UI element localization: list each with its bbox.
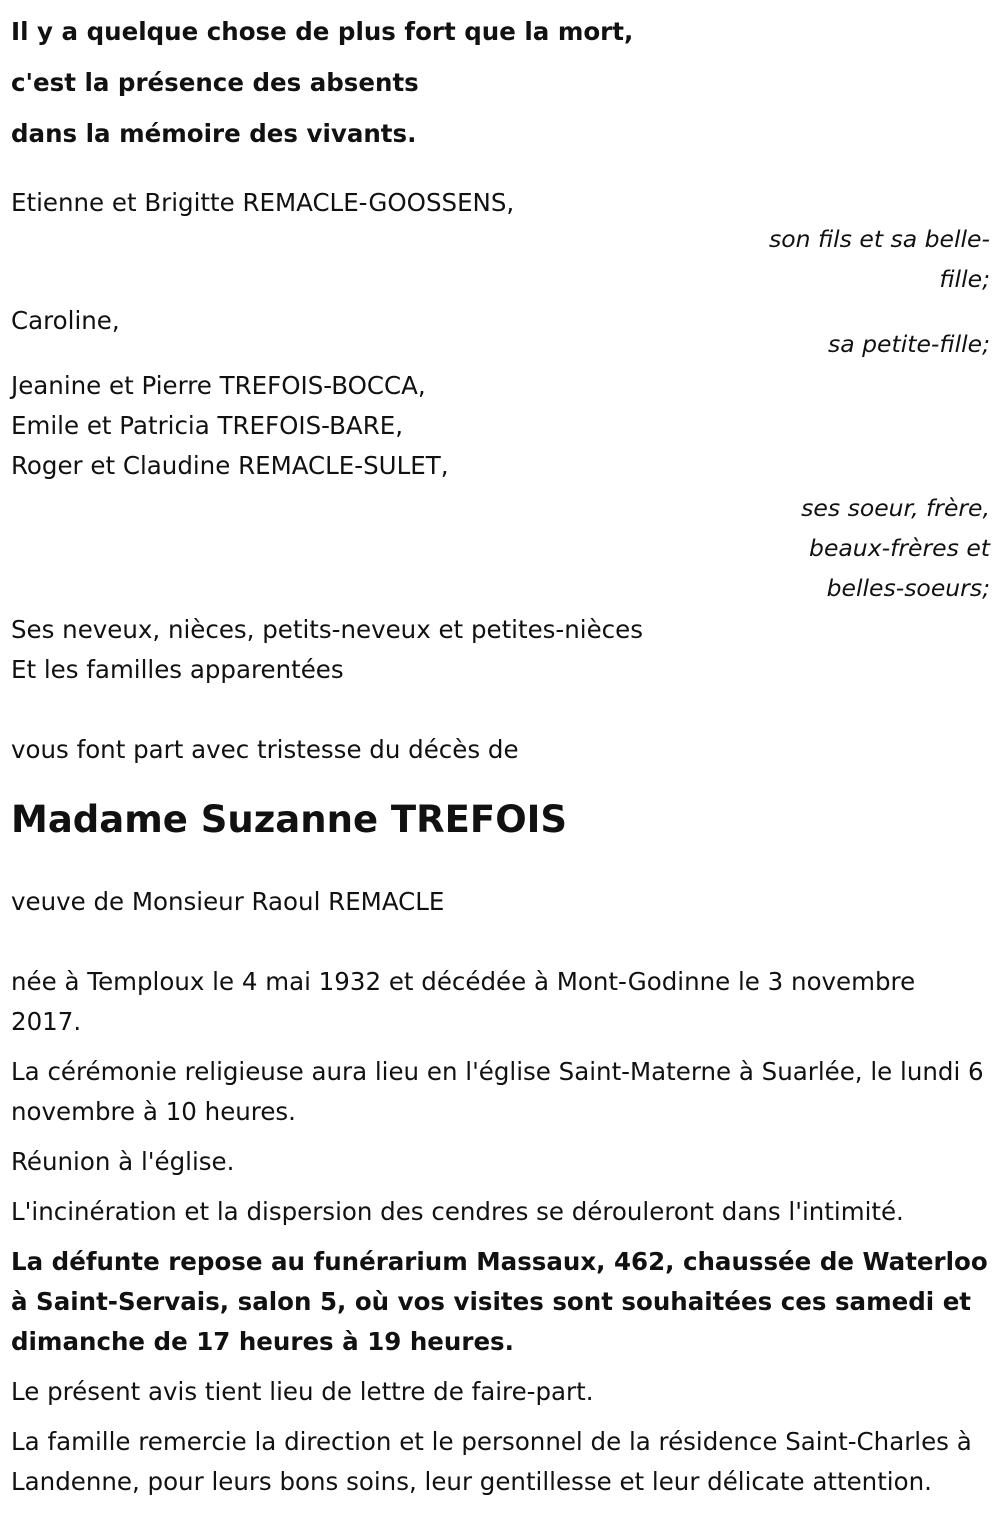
relatives-line: Et les familles apparentées (11, 655, 344, 684)
widow-of: veuve de Monsieur Raoul REMACLE (11, 887, 445, 916)
role-line: sa petite-fille; (828, 330, 990, 358)
notice-text: Le présent avis tient lieu de lettre de faire-part. (11, 1377, 594, 1406)
family-block-granddaughter (11, 301, 990, 364)
deceased-name: Madame Suzanne TREFOIS (11, 798, 568, 841)
ceremony-info: La cérémonie religieuse aura lieu en l'église Saint-Materne à Suarlée, le lundi 6 novembre à 10 heures. (11, 1057, 984, 1126)
birth-death-dates: née à Temploux le 4 mai 1932 et décédée à Mont-Godinne le 3 novembre 2017. (11, 967, 916, 1036)
family-names: Emile et Patricia TREFOIS-BARE, (11, 411, 403, 440)
family-role (11, 219, 990, 299)
family-names: Jeanine et Pierre TREFOIS-BOCCA, (11, 371, 426, 400)
family-block-siblings (11, 366, 990, 608)
family-role (11, 324, 990, 364)
role-line: fille; (939, 265, 990, 293)
quote-line: c'est la présence des absents (11, 68, 419, 97)
quote-line: dans la mémoire des vivants. (11, 119, 417, 148)
role-line: beaux-frères et (809, 534, 990, 562)
quote-line: Il y a quelque chose de plus fort que la mort, (11, 17, 634, 46)
viewing-info: La défunte repose au funérarium Massaux, 462, chaussée de Waterloo à Saint-Servais, salon 5, où vos visites sont souhaitées ces samedi et dimanche de 17 heures à 19 heures. (11, 1247, 988, 1356)
role-line: belles-soeurs; (826, 574, 990, 602)
thanks-text: La famille remercie la direction et le personnel de la résidence Saint-Charles à Landenne, pour leurs bons soins, leur gentillesse et leur délicate attention. (11, 1427, 972, 1496)
announcement: vous font part avec tristesse du décès de (11, 735, 519, 764)
relatives-block (11, 610, 990, 690)
family-names: Caroline, (11, 306, 120, 335)
role-line: son fils et sa belle- (768, 225, 990, 253)
relatives-line: Ses neveux, nièces, petits-neveux et petites-nièces (11, 615, 643, 644)
role-line: ses soeur, frère, (801, 494, 990, 522)
family-names: Etienne et Brigitte REMACLE-GOOSSENS, (11, 188, 515, 217)
cremation-info: L'incinération et la dispersion des cendres se dérouleront dans l'intimité. (11, 1197, 904, 1226)
family-names: Roger et Claudine REMACLE-SULET, (11, 451, 449, 480)
family-block-son (11, 183, 990, 299)
meeting-info: Réunion à l'église. (11, 1147, 235, 1176)
family-role (11, 488, 990, 608)
memorial-quote (11, 6, 990, 159)
